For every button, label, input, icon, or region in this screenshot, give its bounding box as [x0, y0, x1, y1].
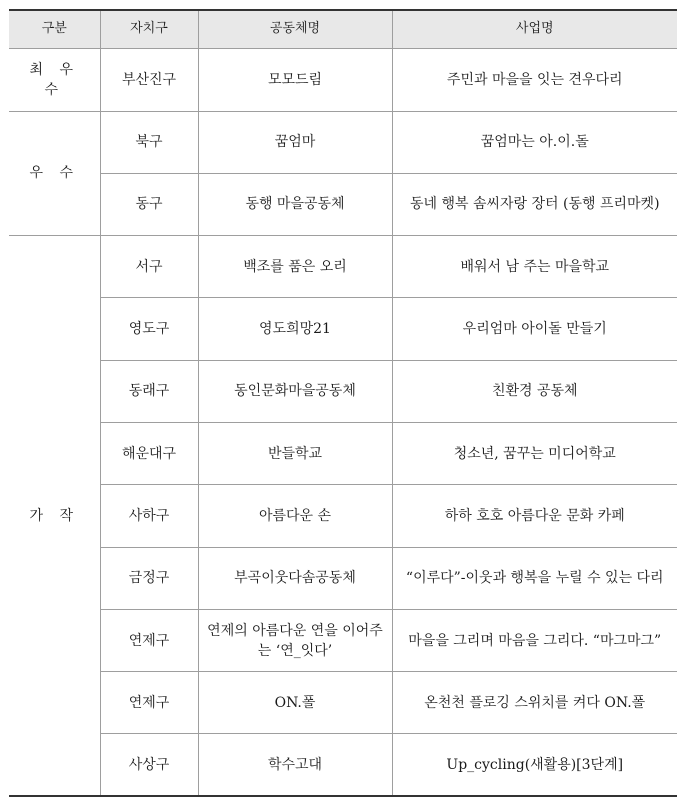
business-cell: 친환경 공동체	[392, 360, 677, 422]
district-cell: 동래구	[100, 360, 198, 422]
district-cell: 연제구	[100, 609, 198, 671]
district-cell: 사상구	[100, 734, 198, 796]
community-cell: 반들학교	[198, 422, 392, 484]
business-cell: Up_cycling(새활용)[3단계]	[392, 734, 677, 796]
table-row	[9, 734, 677, 796]
community-cell: 영도희망21	[198, 298, 392, 360]
business-cell: 배워서 남 주는 마을학교	[392, 236, 677, 298]
community-cell: 연제의 아름다운 연을 이어주는 ‘연_잇다’	[198, 609, 392, 671]
district-cell: 서구	[100, 236, 198, 298]
community-cell: 모모드림	[198, 48, 392, 111]
business-cell: 마을을 그리며 마음을 그리다. “마그마그”	[392, 609, 677, 671]
community-cell: 부곡이웃다솜공동체	[198, 547, 392, 609]
district-cell: 동구	[100, 173, 198, 235]
business-cell: 하하 호호 아름다운 문화 카페	[392, 485, 677, 547]
district-cell: 영도구	[100, 298, 198, 360]
business-cell: 우리엄마 아이돌 만들기	[392, 298, 677, 360]
table-row	[9, 48, 677, 111]
district-cell: 북구	[100, 111, 198, 173]
table-row	[9, 485, 677, 547]
table-row	[9, 547, 677, 609]
district-cell: 부산진구	[100, 48, 198, 111]
header-community: 공동체명	[198, 10, 392, 48]
district-cell: 해운대구	[100, 422, 198, 484]
business-cell: 꿈엄마는 아.이.돌	[392, 111, 677, 173]
business-cell: 온천천 플로깅 스위치를 켜다 ON.폴	[392, 672, 677, 734]
award-table	[9, 9, 677, 797]
table-row	[9, 111, 677, 173]
table-row	[9, 173, 677, 235]
business-cell: 동네 행복 솜씨자랑 장터 (동행 프리마켓)	[392, 173, 677, 235]
district-cell: 연제구	[100, 672, 198, 734]
grade-cell: 우 수	[9, 111, 100, 236]
community-cell: 백조를 품은 오리	[198, 236, 392, 298]
district-cell: 사하구	[100, 485, 198, 547]
grade-cell: 가 작	[9, 236, 100, 797]
community-cell: 동인문화마을공동체	[198, 360, 392, 422]
business-cell: 주민과 마을을 잇는 견우다리	[392, 48, 677, 111]
table-row	[9, 236, 677, 298]
community-cell: 아름다운 손	[198, 485, 392, 547]
header-business: 사업명	[392, 10, 677, 48]
business-cell: 청소년, 꿈꾸는 미디어학교	[392, 422, 677, 484]
table-row	[9, 298, 677, 360]
table-row	[9, 360, 677, 422]
community-cell: ON.폴	[198, 672, 392, 734]
district-cell: 금정구	[100, 547, 198, 609]
business-cell: “이루다”-이웃과 행복을 누릴 수 있는 다리	[392, 547, 677, 609]
community-cell: 꿈엄마	[198, 111, 392, 173]
grade-cell: 최 우 수	[9, 48, 100, 111]
header-district: 자치구	[100, 10, 198, 48]
table-row	[9, 422, 677, 484]
table-row	[9, 609, 677, 671]
table-header-row	[9, 10, 677, 48]
header-grade: 구분	[9, 10, 100, 48]
community-cell: 학수고대	[198, 734, 392, 796]
community-cell: 동행 마을공동체	[198, 173, 392, 235]
table-row	[9, 672, 677, 734]
